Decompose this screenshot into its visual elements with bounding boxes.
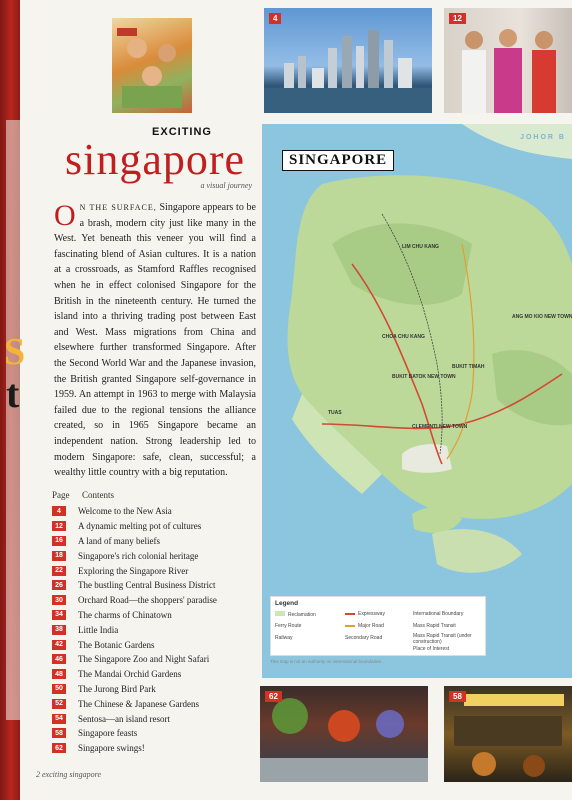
footer-page-number: 2 [36,770,40,779]
map-disclaimer: This map is not an authority on international boundaries. [270,659,383,664]
map-label-lim-chu-kang: LIM CHU KANG [402,244,439,250]
footer-running-title: exciting singapore [42,770,102,779]
spine-strip [6,120,20,720]
spine-glyph-t: t [6,371,20,416]
market-photo [112,18,192,113]
skyline-photo [264,8,432,113]
toc-page-number: 38 [52,625,66,635]
toc-page-number: 16 [52,536,66,546]
legend-title: Legend [275,600,299,607]
map-label-tuas: TUAS [328,410,342,416]
toc-row [52,726,262,741]
toc-entry-title: Exploring the Singapore River [78,565,189,576]
page-title: singapore [64,135,246,184]
toc-entry-title: The Chinese & Japanese Gardens [78,698,199,709]
map-corner-label: JOHOR B [520,134,566,141]
legend-railway: Railway [275,635,293,641]
page-subtitle: a visual journey [200,181,252,190]
toc-page-number: 22 [52,566,66,576]
toc-entry-title: Singapore feasts [78,728,138,739]
toc-entry-title: A dynamic melting pot of cultures [78,521,202,532]
skyline-photo-art [264,8,432,113]
toc-page-number: 34 [52,610,66,620]
toc-entry-title: Singapore's rich colonial heritage [78,550,199,561]
toc-row [52,608,262,623]
toc-page-number: 46 [52,654,66,664]
toc-entry-title: Sentosa—an island resort [78,713,170,724]
toc-row [52,622,262,637]
legend-place-of-interest: Place of Interest [413,646,450,652]
toc-row [52,548,262,563]
toc-row [52,563,262,578]
legend-mrt-construction: Mass Rapid Transit (under construction) [413,633,472,645]
toc-row [52,741,262,756]
toc-row [52,696,262,711]
legend-secondary-road: Secondary Road [345,635,383,641]
toc-entry-title: The Mandai Orchid Gardens [78,669,182,680]
intro-text: Singapore appears to be a brash, modern city just like many in the West. Yet beneath this veneer you will find a fascinating blend of Asian cultures. It is a nation at a crossroads, as Stamford Raffles recognised when he in effect colonised Singapore for the British in the nineteenth century. He turned the island into a thriving trading post between East and West. Mass migrations from China and elsewhere further transformed Singapore. After the Second World War and the Japanese invasion, the British granted Singapore self-governance in 1959. An attempt in 1963 to merge with Malaysia failed due to the regional tensions the alliance created, so in 1965 Singapore became an independent nation. Strong leadership led to modern Singapore: safe, clean, successful; a wealthy little country with a big reputation. [54,202,256,479]
photo-badge-58: 58 [449,691,466,702]
toc-entry-title: Singapore swings! [78,743,145,754]
toc-page-number: 50 [52,684,66,694]
toc-page-number: 52 [52,699,66,709]
toc-entry-title: The charms of Chinatown [78,609,172,620]
photo-badge-12: 12 [449,13,466,24]
legend-ferry: Ferry Route [275,623,302,629]
toc-entry-title: The Singapore Zoo and Night Safari [78,654,210,665]
toc-header [52,490,114,500]
legend-reclamation: Reclamation [275,611,316,618]
map-label-ang-mo-kio: ANG MO KIO NEW TOWN [512,314,572,320]
intro-lead: N THE SURFACE, [79,203,157,212]
map-label-bukit-timah: BUKIT TIMAH [452,364,485,370]
photo-badge-4: 4 [269,13,281,24]
toc-row [52,652,262,667]
toc-row [52,504,262,519]
toc-page-label: Page [52,490,70,500]
toc-page-number: 12 [52,521,66,531]
toc-entry-title: Welcome to the New Asia [78,506,172,517]
toc-entry-title: Little India [78,624,119,635]
toc-row [52,593,262,608]
toc-row [52,578,262,593]
toc-row [52,637,262,652]
market-photo-art [112,18,192,113]
legend-mrt: Mass Rapid Transit [413,623,456,629]
children-photo [444,8,572,113]
night-market-photo [444,686,572,782]
drop-cap: O [54,199,76,232]
page-footer [36,770,101,779]
toc-entry-title: Orchard Road—the shoppers' paradise [78,595,217,606]
legend-boundary: International Boundary [413,611,464,617]
toc-entry-title: The Jurong Bird Park [78,683,156,694]
toc-contents-label: Contents [82,490,115,500]
map-label-choa-chu-kang: CHOA CHU KANG [382,334,425,340]
toc-page-number: 58 [52,728,66,738]
photo-badge-62: 62 [265,691,282,702]
map-legend [270,596,486,656]
toc-page-number: 30 [52,595,66,605]
legend-expressway: Expressway [345,611,385,617]
restaurant-photo [260,686,428,782]
restaurant-photo-art [260,686,428,782]
map-label-clementi: CLEMENTI NEW TOWN [412,424,468,430]
toc-row [52,711,262,726]
map-art [262,124,572,678]
toc-row [52,534,262,549]
singapore-map [262,124,572,678]
toc-row [52,519,262,534]
toc-page-number: 26 [52,580,66,590]
toc-page-number: 54 [52,714,66,724]
toc-entry-title: The Botanic Gardens [78,639,155,650]
toc-entry-title: The bustling Central Business District [78,580,216,591]
toc-page-number: 18 [52,551,66,561]
toc-list [52,504,262,756]
map-title: SINGAPORE [282,150,394,171]
title-kicker: EXCITING [152,126,212,138]
toc-page-number: 42 [52,640,66,650]
map-label-bukit-batok: BUKIT BATOK NEW TOWN [392,374,456,380]
toc-page-number: 4 [52,506,66,516]
legend-major-road: Major Road [345,623,384,629]
intro-paragraph [54,200,256,481]
spine-glyph-s: S [4,331,26,373]
toc-row [52,667,262,682]
toc-row [52,682,262,697]
toc-entry-title: A land of many beliefs [78,535,160,546]
toc-page-number: 48 [52,669,66,679]
toc-page-number: 62 [52,743,66,753]
